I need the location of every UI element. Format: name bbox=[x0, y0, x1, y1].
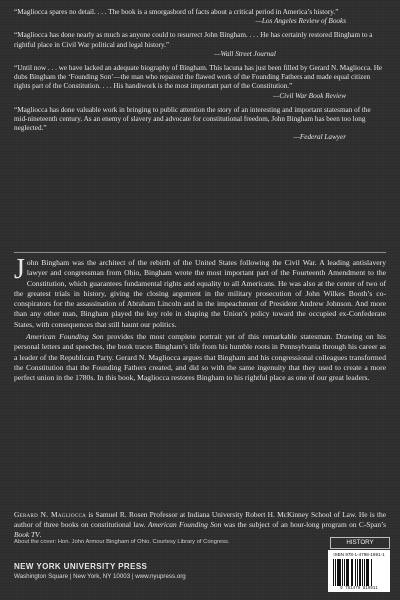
publisher-block bbox=[14, 562, 186, 580]
review-quote bbox=[14, 8, 386, 26]
bio-text: . bbox=[39, 530, 42, 539]
isbn-text: ISBN 978-1-4798-1991-1 bbox=[333, 552, 385, 557]
barcode-bar bbox=[344, 559, 345, 586]
book-description bbox=[14, 254, 386, 386]
book-title: American Founding Son bbox=[147, 520, 222, 529]
description-paragraph bbox=[14, 332, 386, 383]
quote-source: —Federal Lawyer bbox=[293, 133, 346, 142]
barcode-digits: 9 781479 819911 bbox=[340, 587, 378, 591]
publisher-address: Washington Square | New York, NY 10003 | www.nyupress.org bbox=[14, 573, 186, 580]
barcode-bar bbox=[371, 559, 372, 586]
quote-source: —Los Angeles Review of Books bbox=[255, 17, 346, 26]
quote-text: “Until now . . . we have lacked an adequate biography of Bingham. This lacuna has just been filled by Gerard N. Magliocca. He dubs Bingham the ‘Founding Son’—the man who repaired the flawed work of the Founding Fathers and made equal citizen rights part of the Constitution. . . . His handiwork is the most important part of the Constitution.” bbox=[14, 64, 383, 91]
barcode-bar bbox=[333, 559, 334, 586]
publisher-name: NEW YORK UNIVERSITY PRESS bbox=[14, 562, 148, 571]
drop-cap: J bbox=[14, 254, 25, 285]
book-title: American Founding Son bbox=[26, 332, 104, 342]
barcode-bars bbox=[333, 559, 385, 586]
program-title: Book TV bbox=[14, 530, 40, 539]
paragraph-text: ohn Bingham was the architect of the rebirth of the United States following the Civil War. A leading antislavery lawyer and congressman from Ohio, Bingham wrote the most important part of the Fourteenth Amendment to the Constitution, which guarantees fundamental rights and equality to all Americans. He was also at the center of two of the greatest trials in history, giving the closing argument in the military prosecution of John Wilkes Booth’s co-conspirators for the assassination of Abraham Lincoln and in the impeachment of President Andrew Johnson. And more than any other man, Bingham played the key role in shaping the Union’s policy toward the occupied ex-Confederate States, with consequences that still haunt our politics. bbox=[14, 258, 386, 329]
paragraph-text: provides the most complete portrait yet of this remarkable statesman. Drawing on his personal letters and speeches, the book traces Bingham’s life from his humble roots in Pennsylvania through his career as a leader of the Republican Party. Gerard N. Magliocca argues that Bingham and his congressional colleagues transformed the Constitution that the Founding Fathers created, and did so with the same ingenuity that they used to create a more perfect union in the 1780s. In this book, Magliocca restores Bingham to his rightful place as one of our great leaders. bbox=[14, 332, 386, 383]
barcode-bar bbox=[362, 559, 363, 586]
description-paragraph bbox=[14, 254, 386, 330]
barcode bbox=[328, 550, 390, 592]
barcode-bar bbox=[352, 559, 353, 586]
barcode-bar bbox=[339, 559, 340, 586]
quote-source: —Wall Street Journal bbox=[214, 49, 276, 58]
review-quote bbox=[14, 106, 386, 143]
quote-text: “Magliocca has done nearly as much as anyone could to resurrect John Bingham. . . . He has certainly restored Bingham to a rightful place in Civil War political and legal history.” bbox=[14, 31, 373, 49]
bio-text: was the subject of an hour-long program on C-Span’s bbox=[221, 520, 386, 529]
category-label: HISTORY bbox=[330, 537, 390, 549]
cover-credit: About the cover: Hon. John Armour Bingham of Ohio. Courtesy Library of Congress. bbox=[14, 539, 230, 545]
barcode-bar bbox=[359, 559, 361, 586]
author-name: Gerard N. Magliocca bbox=[14, 510, 87, 519]
barcode-bar bbox=[367, 559, 368, 586]
divider bbox=[14, 252, 386, 253]
review-quotes bbox=[14, 8, 386, 148]
quote-text: “Magliocca has done valuable work in bringing to public attention the story of an interesting and important statesman of the mid-nineteenth century. As an enemy of slavery and advocate for constitutional freedom, John Bingham has been too long neglected.” bbox=[14, 105, 371, 133]
barcode-bar bbox=[348, 559, 349, 586]
review-quote bbox=[14, 31, 386, 59]
review-quote bbox=[14, 64, 386, 101]
quote-text: “Magliocca spares no detail. . . . The book is a smorgasbord of facts about a critical period in America’s history.” bbox=[14, 8, 339, 16]
barcode-bar bbox=[337, 559, 339, 586]
quote-source: —Civil War Book Review bbox=[273, 91, 346, 100]
bio-text: is Samuel R. Rosen Professor at Indiana University Robert H. McKinney School of Law. He is the author of three books on constitutional law. bbox=[14, 510, 386, 529]
author-bio bbox=[14, 510, 386, 540]
